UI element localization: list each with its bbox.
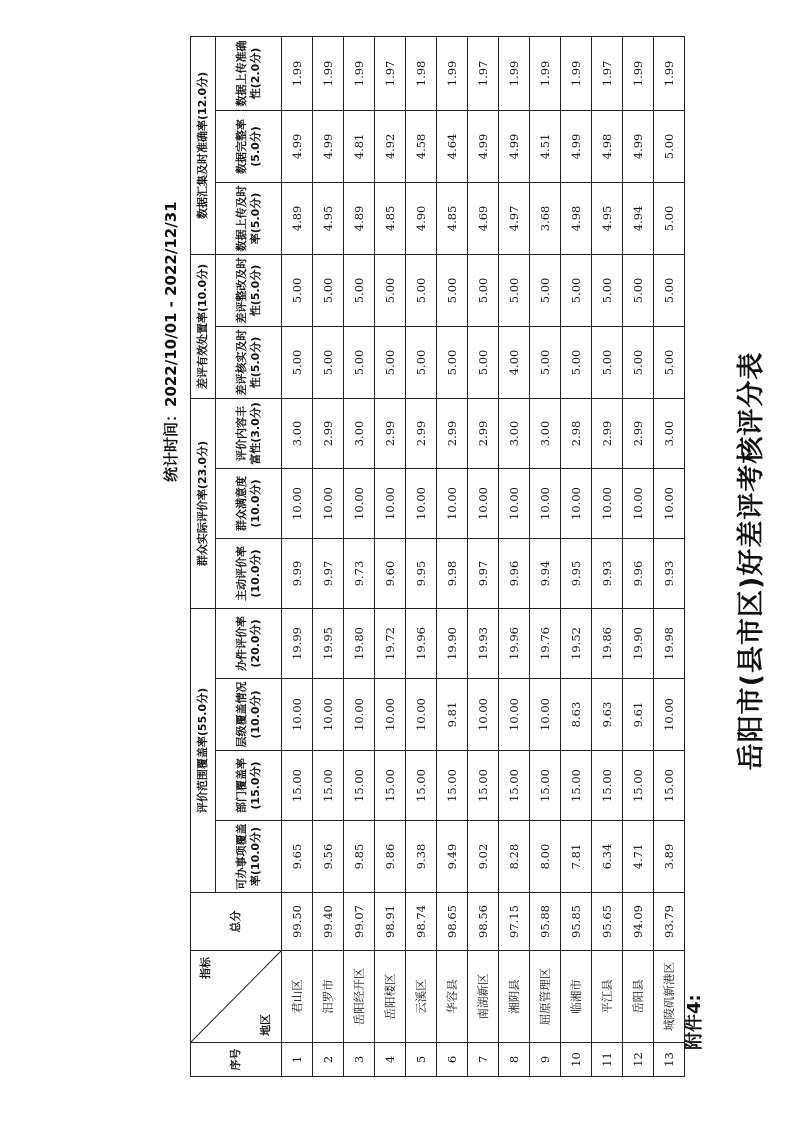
- level-coverage-cell: 10.00: [468, 679, 499, 751]
- region-cell: 临湘市: [561, 951, 592, 1043]
- level-coverage-cell: 10.00: [344, 679, 375, 751]
- upload-timeliness-cell: 4.94: [623, 182, 654, 254]
- item-coverage-cell: 9.56: [313, 821, 344, 893]
- upload-accuracy-cell: 1.97: [468, 36, 499, 110]
- col-active-evaluation: 主动评价率(10.0分): [216, 538, 282, 608]
- case-evaluation-cell: 19.90: [623, 608, 654, 678]
- region-cell: 平江县: [592, 951, 623, 1043]
- verify-timeliness-cell: 5.00: [530, 326, 561, 398]
- satisfaction-cell: 10.00: [530, 468, 561, 538]
- seq-cell: 10: [561, 1043, 592, 1077]
- upload-timeliness-cell: 4.89: [282, 182, 313, 254]
- col-content-richness: 评价内容丰富性(3.0分): [216, 398, 282, 468]
- satisfaction-cell: 10.00: [592, 468, 623, 538]
- upload-timeliness-cell: 4.69: [468, 182, 499, 254]
- active-evaluation-cell: 9.95: [561, 538, 592, 608]
- dept-coverage-cell: 15.00: [530, 751, 561, 821]
- satisfaction-cell: 10.00: [375, 468, 406, 538]
- upload-accuracy-cell: 1.98: [406, 36, 437, 110]
- satisfaction-cell: 10.00: [282, 468, 313, 538]
- seq-cell: 5: [406, 1043, 437, 1077]
- verify-timeliness-cell: 5.00: [654, 326, 685, 398]
- item-coverage-cell: 4.71: [623, 821, 654, 893]
- item-coverage-cell: 9.65: [282, 821, 313, 893]
- total-cell: 98.56: [468, 893, 499, 951]
- active-evaluation-cell: 9.95: [406, 538, 437, 608]
- data-completeness-cell: 4.99: [468, 110, 499, 182]
- table-row: [282, 36, 313, 1076]
- group-public-header: 群众实际评价率(23.0分): [191, 398, 216, 608]
- upload-timeliness-cell: 4.95: [592, 182, 623, 254]
- col-case-evaluation: 办件评价率(20.0分): [216, 608, 282, 678]
- table-row: [406, 36, 437, 1076]
- seq-cell: 12: [623, 1043, 654, 1077]
- level-coverage-cell: 9.61: [623, 679, 654, 751]
- table-row: [623, 36, 654, 1076]
- total-cell: 98.74: [406, 893, 437, 951]
- data-completeness-cell: 4.64: [437, 110, 468, 182]
- rectify-timeliness-cell: 5.00: [437, 254, 468, 326]
- total-cell: 99.07: [344, 893, 375, 951]
- case-evaluation-cell: 19.80: [344, 608, 375, 678]
- content-richness-cell: 3.00: [654, 398, 685, 468]
- seq-cell: 6: [437, 1043, 468, 1077]
- col-verify-timeliness: 差评核实及时性(5.0分): [216, 326, 282, 398]
- rectify-timeliness-cell: 5.00: [654, 254, 685, 326]
- region-cell: 湘阴县: [499, 951, 530, 1043]
- upload-accuracy-cell: 1.97: [592, 36, 623, 110]
- upload-accuracy-cell: 1.99: [344, 36, 375, 110]
- content-richness-cell: 2.99: [406, 398, 437, 468]
- col-rectify-timeliness: 差评整改及时性(5.0分): [216, 254, 282, 326]
- verify-timeliness-cell: 5.00: [561, 326, 592, 398]
- content-richness-cell: 2.99: [468, 398, 499, 468]
- upload-timeliness-cell: 4.98: [561, 182, 592, 254]
- upload-timeliness-cell: 4.89: [344, 182, 375, 254]
- page-title: 岳阳市(县市区)好差评考核评分表: [736, 351, 767, 771]
- col-dept-coverage: 部门覆盖率(15.0分): [216, 751, 282, 821]
- case-evaluation-cell: 19.96: [499, 608, 530, 678]
- statistics-period: 统计时间：2022/10/01 - 2022/12/31: [162, 201, 180, 482]
- active-evaluation-cell: 9.73: [344, 538, 375, 608]
- content-richness-cell: 3.00: [530, 398, 561, 468]
- level-coverage-cell: 9.63: [592, 679, 623, 751]
- rectify-timeliness-cell: 5.00: [592, 254, 623, 326]
- table-row: [437, 36, 468, 1076]
- item-coverage-cell: 9.86: [375, 821, 406, 893]
- region-cell: 汨罗市: [313, 951, 344, 1043]
- table-row: [344, 36, 375, 1076]
- rectify-timeliness-cell: 5.00: [561, 254, 592, 326]
- item-coverage-cell: 3.89: [654, 821, 685, 893]
- satisfaction-cell: 10.00: [313, 468, 344, 538]
- upload-accuracy-cell: 1.99: [313, 36, 344, 110]
- region-cell: 云溪区: [406, 951, 437, 1043]
- rectify-timeliness-cell: 5.00: [468, 254, 499, 326]
- region-cell: 岳阳楼区: [375, 951, 406, 1043]
- dept-coverage-cell: 15.00: [375, 751, 406, 821]
- verify-timeliness-cell: 5.00: [375, 326, 406, 398]
- total-cell: 95.65: [592, 893, 623, 951]
- data-completeness-cell: 4.99: [561, 110, 592, 182]
- upload-accuracy-cell: 1.99: [654, 36, 685, 110]
- rectify-timeliness-cell: 5.00: [282, 254, 313, 326]
- verify-timeliness-cell: 5.00: [344, 326, 375, 398]
- satisfaction-cell: 10.00: [561, 468, 592, 538]
- seq-cell: 13: [654, 1043, 685, 1077]
- table-row: [654, 36, 685, 1076]
- case-evaluation-cell: 19.96: [406, 608, 437, 678]
- dept-coverage-cell: 15.00: [592, 751, 623, 821]
- satisfaction-cell: 10.00: [344, 468, 375, 538]
- data-completeness-cell: 5.00: [654, 110, 685, 182]
- level-coverage-cell: 10.00: [282, 679, 313, 751]
- active-evaluation-cell: 9.96: [499, 538, 530, 608]
- upload-timeliness-cell: 5.00: [654, 182, 685, 254]
- group-data-header: 数据汇集及时准确率(12.0分): [191, 36, 216, 254]
- total-cell: 95.88: [530, 893, 561, 951]
- rectify-timeliness-cell: 5.00: [530, 254, 561, 326]
- table-row: [468, 36, 499, 1076]
- content-richness-cell: 3.00: [344, 398, 375, 468]
- content-richness-cell: 2.99: [313, 398, 344, 468]
- verify-timeliness-cell: 4.00: [499, 326, 530, 398]
- verify-timeliness-cell: 5.00: [468, 326, 499, 398]
- table-row: [499, 36, 530, 1076]
- active-evaluation-cell: 9.97: [468, 538, 499, 608]
- table-row: [530, 36, 561, 1076]
- total-header: 总分: [191, 893, 282, 951]
- region-cell: 南湖新区: [468, 951, 499, 1043]
- data-completeness-cell: 4.92: [375, 110, 406, 182]
- col-upload-timeliness: 数据上传及时率(5.0分): [216, 182, 282, 254]
- score-table: [190, 36, 685, 1077]
- content-richness-cell: 2.99: [592, 398, 623, 468]
- corner-header: [191, 951, 282, 1043]
- active-evaluation-cell: 9.94: [530, 538, 561, 608]
- content-richness-cell: 2.99: [375, 398, 406, 468]
- seq-cell: 2: [313, 1043, 344, 1077]
- region-cell: 岳阳县: [623, 951, 654, 1043]
- case-evaluation-cell: 19.72: [375, 608, 406, 678]
- verify-timeliness-cell: 5.00: [406, 326, 437, 398]
- item-coverage-cell: 9.38: [406, 821, 437, 893]
- upload-accuracy-cell: 1.99: [437, 36, 468, 110]
- region-cell: 君山区: [282, 951, 313, 1043]
- seq-cell: 1: [282, 1043, 313, 1077]
- level-coverage-cell: 10.00: [654, 679, 685, 751]
- satisfaction-cell: 10.00: [499, 468, 530, 538]
- satisfaction-cell: 10.00: [437, 468, 468, 538]
- dept-coverage-cell: 15.00: [654, 751, 685, 821]
- content-richness-cell: 3.00: [282, 398, 313, 468]
- rectify-timeliness-cell: 5.00: [406, 254, 437, 326]
- case-evaluation-cell: 19.95: [313, 608, 344, 678]
- case-evaluation-cell: 19.90: [437, 608, 468, 678]
- seq-cell: 7: [468, 1043, 499, 1077]
- rectify-timeliness-cell: 5.00: [313, 254, 344, 326]
- item-coverage-cell: 9.02: [468, 821, 499, 893]
- total-cell: 95.85: [561, 893, 592, 951]
- active-evaluation-cell: 9.96: [623, 538, 654, 608]
- data-completeness-cell: 4.98: [592, 110, 623, 182]
- verify-timeliness-cell: 5.00: [623, 326, 654, 398]
- upload-accuracy-cell: 1.99: [623, 36, 654, 110]
- active-evaluation-cell: 9.60: [375, 538, 406, 608]
- total-cell: 97.15: [499, 893, 530, 951]
- data-completeness-cell: 4.99: [623, 110, 654, 182]
- level-coverage-cell: 10.00: [375, 679, 406, 751]
- case-evaluation-cell: 19.98: [654, 608, 685, 678]
- seq-cell: 8: [499, 1043, 530, 1077]
- total-cell: 94.09: [623, 893, 654, 951]
- total-cell: 93.79: [654, 893, 685, 951]
- case-evaluation-cell: 19.86: [592, 608, 623, 678]
- level-coverage-cell: 10.00: [530, 679, 561, 751]
- total-cell: 99.40: [313, 893, 344, 951]
- region-cell: 岳阳经开区: [344, 951, 375, 1043]
- score-rows: [282, 36, 685, 1076]
- upload-timeliness-cell: 4.85: [437, 182, 468, 254]
- item-coverage-cell: 8.00: [530, 821, 561, 893]
- rectify-timeliness-cell: 5.00: [499, 254, 530, 326]
- content-richness-cell: 3.00: [499, 398, 530, 468]
- attachment-label: 附件4:: [684, 994, 705, 1050]
- satisfaction-cell: 10.00: [654, 468, 685, 538]
- dept-coverage-cell: 15.00: [437, 751, 468, 821]
- satisfaction-cell: 10.00: [406, 468, 437, 538]
- dept-coverage-cell: 15.00: [344, 751, 375, 821]
- upload-timeliness-cell: 4.97: [499, 182, 530, 254]
- verify-timeliness-cell: 5.00: [282, 326, 313, 398]
- col-upload-accuracy: 数据上传准确性(2.0分): [216, 36, 282, 110]
- active-evaluation-cell: 9.99: [282, 538, 313, 608]
- table-row: [592, 36, 623, 1076]
- table-row: [313, 36, 344, 1076]
- satisfaction-cell: 10.00: [468, 468, 499, 538]
- dept-coverage-cell: 15.00: [623, 751, 654, 821]
- upload-accuracy-cell: 1.99: [561, 36, 592, 110]
- upload-timeliness-cell: 4.85: [375, 182, 406, 254]
- corner-index-label: 指标: [199, 957, 212, 979]
- item-coverage-cell: 9.49: [437, 821, 468, 893]
- rectify-timeliness-cell: 5.00: [623, 254, 654, 326]
- data-completeness-cell: 4.99: [313, 110, 344, 182]
- level-coverage-cell: 10.00: [499, 679, 530, 751]
- satisfaction-cell: 10.00: [623, 468, 654, 538]
- upload-accuracy-cell: 1.97: [375, 36, 406, 110]
- data-completeness-cell: 4.81: [344, 110, 375, 182]
- dept-coverage-cell: 15.00: [468, 751, 499, 821]
- rectify-timeliness-cell: 5.00: [375, 254, 406, 326]
- corner-region-label: 地区: [259, 1014, 273, 1036]
- content-richness-cell: 2.99: [623, 398, 654, 468]
- col-level-coverage: 层级覆盖情况(10.0分): [216, 679, 282, 751]
- region-cell: 华容县: [437, 951, 468, 1043]
- dept-coverage-cell: 15.00: [561, 751, 592, 821]
- dept-coverage-cell: 15.00: [282, 751, 313, 821]
- case-evaluation-cell: 19.52: [561, 608, 592, 678]
- table-row: [375, 36, 406, 1076]
- upload-timeliness-cell: 3.68: [530, 182, 561, 254]
- seq-header: 序号: [191, 1043, 282, 1077]
- seq-cell: 9: [530, 1043, 561, 1077]
- verify-timeliness-cell: 5.00: [592, 326, 623, 398]
- active-evaluation-cell: 9.93: [654, 538, 685, 608]
- dept-coverage-cell: 15.00: [406, 751, 437, 821]
- level-coverage-cell: 9.81: [437, 679, 468, 751]
- upload-accuracy-cell: 1.99: [282, 36, 313, 110]
- region-cell: 城陵矶新港区: [654, 951, 685, 1043]
- region-cell: 屈原管理区: [530, 951, 561, 1043]
- active-evaluation-cell: 9.98: [437, 538, 468, 608]
- item-coverage-cell: 7.81: [561, 821, 592, 893]
- data-completeness-cell: 4.58: [406, 110, 437, 182]
- seq-cell: 11: [592, 1043, 623, 1077]
- level-coverage-cell: 10.00: [406, 679, 437, 751]
- upload-timeliness-cell: 4.95: [313, 182, 344, 254]
- seq-cell: 3: [344, 1043, 375, 1077]
- upload-accuracy-cell: 1.99: [499, 36, 530, 110]
- group-coverage-header: 评价范围覆盖率(55.0分): [191, 608, 216, 892]
- case-evaluation-cell: 19.76: [530, 608, 561, 678]
- header-group-row: [191, 36, 216, 1076]
- case-evaluation-cell: 19.93: [468, 608, 499, 678]
- item-coverage-cell: 6.34: [592, 821, 623, 893]
- case-evaluation-cell: 19.99: [282, 608, 313, 678]
- col-item-coverage: 可办事项覆盖率(10.0分): [216, 821, 282, 893]
- col-satisfaction: 群众满意度(10.0分): [216, 468, 282, 538]
- upload-accuracy-cell: 1.99: [530, 36, 561, 110]
- total-cell: 98.91: [375, 893, 406, 951]
- seq-cell: 4: [375, 1043, 406, 1077]
- verify-timeliness-cell: 5.00: [437, 326, 468, 398]
- table-row: [561, 36, 592, 1076]
- total-cell: 99.50: [282, 893, 313, 951]
- level-coverage-cell: 8.63: [561, 679, 592, 751]
- level-coverage-cell: 10.00: [313, 679, 344, 751]
- total-cell: 98.65: [437, 893, 468, 951]
- active-evaluation-cell: 9.97: [313, 538, 344, 608]
- data-completeness-cell: 4.51: [530, 110, 561, 182]
- content-richness-cell: 2.99: [437, 398, 468, 468]
- dept-coverage-cell: 15.00: [313, 751, 344, 821]
- data-completeness-cell: 4.99: [499, 110, 530, 182]
- content-richness-cell: 2.98: [561, 398, 592, 468]
- dept-coverage-cell: 15.00: [499, 751, 530, 821]
- group-bad-review-header: 差评有效处置率(10.0分): [191, 254, 216, 398]
- active-evaluation-cell: 9.93: [592, 538, 623, 608]
- verify-timeliness-cell: 5.00: [313, 326, 344, 398]
- item-coverage-cell: 8.28: [499, 821, 530, 893]
- item-coverage-cell: 9.85: [344, 821, 375, 893]
- data-completeness-cell: 4.99: [282, 110, 313, 182]
- rectify-timeliness-cell: 5.00: [344, 254, 375, 326]
- col-data-completeness: 数据完整率(5.0分): [216, 110, 282, 182]
- upload-timeliness-cell: 4.90: [406, 182, 437, 254]
